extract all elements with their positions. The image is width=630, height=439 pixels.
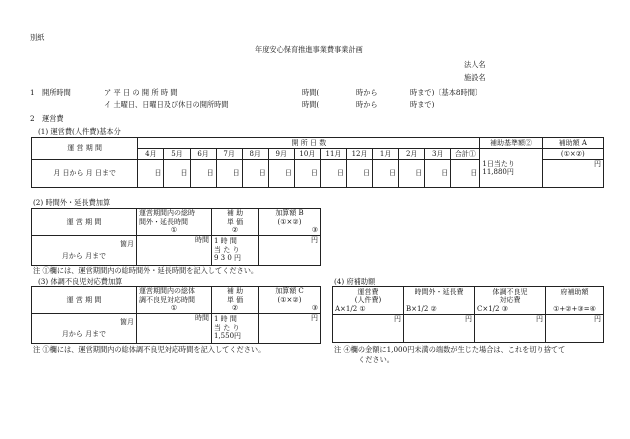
overtime-addition-table: [31, 208, 321, 266]
holiday-hours-to: 時まで): [410, 100, 435, 109]
t3-months-unit: 箇月: [120, 317, 134, 326]
t1-day-cell[interactable]: 日: [242, 160, 268, 188]
t1-month-header: 4月: [138, 149, 164, 160]
t2-col3-line1: 加算額 B: [275, 209, 304, 217]
t4-col3-header: [475, 287, 546, 315]
t1-month-header: 9月: [268, 149, 294, 160]
t4-h4-line1: 府補助額: [560, 287, 589, 296]
t4-h3-line2: 対応費: [499, 296, 521, 305]
t1-month-header: 5月: [164, 149, 190, 160]
t1-day-cell[interactable]: 日: [346, 160, 372, 188]
t3-col1-line1: 運営期間内の総体: [139, 287, 195, 295]
t4-h2-line1: 時間外・延長費: [414, 287, 464, 296]
t3-col3-line1: 加算額 C: [275, 287, 304, 295]
section1-label: 開所時間: [42, 88, 71, 97]
t1-day-cell[interactable]: 日: [216, 160, 242, 188]
t3-period-header: 運 営 期 間: [32, 287, 137, 314]
t3-col3-mark: ③: [311, 304, 318, 312]
t1-day-cell[interactable]: 日: [294, 160, 320, 188]
t4-h2-line3: B×1/2 ②: [406, 304, 437, 313]
t2-months-unit: 箇月: [120, 239, 134, 248]
t1-basis-value: [480, 149, 542, 188]
t4-value-3[interactable]: 円: [475, 315, 546, 343]
t2-price-line3: 9 3 0 円: [214, 254, 242, 263]
t2-hours-cell[interactable]: 時間: [137, 235, 212, 265]
t4-col4-header: [546, 287, 604, 315]
basic-operating-cost-table: [31, 137, 604, 188]
page-title: 年度安心保育推進事業費事業計画: [255, 45, 363, 54]
section2-label: 運営費: [42, 114, 64, 123]
corp-name-label: 法人名: [464, 60, 486, 69]
weekday-hours-time: 時間(: [302, 88, 320, 97]
t1-subsidy-formula: (①×②): [542, 149, 603, 160]
t2-period-header: 運 営 期 間: [32, 209, 137, 236]
t1-subsidy-header: 補助額 A: [542, 138, 603, 149]
prefecture-subsidy-table: [332, 286, 604, 343]
t1-basis-line2: 11,880円: [482, 168, 514, 176]
t2-col2-line1: 補 助: [226, 209, 244, 217]
t1-month-header: 1月: [373, 149, 399, 160]
t4-h1-line3: A×1/2 ①: [335, 304, 366, 313]
t1-month-header: 12月: [346, 149, 372, 160]
section1-number: 1: [30, 88, 35, 97]
t4-h4-line3: ①+②+③=④: [553, 304, 596, 313]
t1-days-header: 開 所 日 数: [138, 138, 480, 149]
t1-month-header: 7月: [216, 149, 242, 160]
holiday-hours-from: 時から: [356, 100, 378, 109]
t3-col1-mark: ①: [170, 304, 178, 312]
t3-hours-cell[interactable]: 時間: [137, 313, 212, 343]
note-1: 注 ①欄には、運営期間内の総時間外・延長時間を記入してください。: [33, 266, 259, 275]
t2-col1-header: [137, 209, 212, 236]
t4-h3-line3: C×1/2 ③: [477, 304, 508, 313]
table2-caption: (2) 時間外・延長費加算: [33, 198, 111, 207]
t1-basis-line1: 1日当たり: [482, 159, 515, 168]
t3-price-line1: 1 時 間: [214, 315, 237, 324]
t2-period-value: 月から 月まで: [61, 252, 107, 260]
t2-col1-line1: 運営期間内の総時: [139, 209, 195, 217]
facility-name-label: 施設名: [464, 73, 486, 82]
t2-unit-price: [212, 235, 259, 265]
t4-col2-header: [404, 287, 475, 315]
t1-month-header: 2月: [399, 149, 425, 160]
t3-col1-header: [137, 287, 212, 314]
t3-col1-line2: 調不良児対応時間: [139, 295, 195, 304]
section2-number: 2: [30, 114, 35, 123]
betsushi-label: 別紙: [30, 33, 45, 42]
t1-period-value[interactable]: 月 日から 月 日まで: [32, 160, 138, 188]
t3-price-line3: 1,550円: [214, 332, 242, 341]
t2-col3-header: [259, 209, 321, 236]
t4-h1-line1: 運営費: [357, 287, 379, 296]
t1-period-header: 運 営 期 間: [32, 138, 138, 160]
t3-unit-price: [212, 313, 259, 343]
weekday-hours-to: 時まで)〔基本8時間〕: [410, 88, 483, 97]
t1-day-cell[interactable]: 日: [425, 160, 451, 188]
t3-col2-line1: 補 助: [226, 287, 244, 295]
t1-day-cell[interactable]: 日: [268, 160, 294, 188]
t2-addition-value[interactable]: 円: [259, 235, 321, 265]
t1-month-header: 3月: [425, 149, 451, 160]
t1-month-header: 11月: [320, 149, 346, 160]
t3-period-cell[interactable]: [32, 313, 137, 343]
t4-h3-line1: 体調不良児: [492, 287, 528, 296]
t1-total-header: 合計①: [451, 149, 480, 160]
t4-col1-header: [333, 287, 404, 315]
t3-price-line2: 当 た り: [214, 323, 240, 332]
t1-day-cell[interactable]: 日: [190, 160, 216, 188]
note-3-line1: 注 ④欄の金額に1,000円未満の端数が生じた場合は、これを切り捨てて: [334, 345, 566, 354]
t1-day-cell[interactable]: 日: [138, 160, 164, 188]
table1-caption: (1) 運営費(人件費)基本分: [38, 127, 121, 136]
t1-basis-header: 補助基準額②: [480, 138, 542, 149]
t2-col2-header: [212, 209, 259, 236]
weekday-hours-from: 時から: [356, 88, 378, 97]
t2-period-cell[interactable]: [32, 235, 137, 265]
t3-col2-line2: 単 価: [226, 295, 244, 304]
t2-col2-line2: 単 価: [226, 217, 244, 226]
table3-caption: (3) 体調不良児対応費加算: [38, 277, 123, 286]
note-3-line2: ください。: [358, 355, 394, 364]
t1-month-header: 8月: [242, 149, 268, 160]
t3-col3-line2: (①×②): [277, 295, 302, 304]
holiday-hours-time: 時間(: [302, 100, 320, 109]
t3-col2-mark: ②: [231, 304, 239, 312]
t2-price-line1: 1 時 間: [214, 237, 237, 246]
sick-child-addition-table: [31, 286, 321, 344]
t1-total-cell[interactable]: 日: [451, 160, 480, 188]
t4-value-2[interactable]: 円: [404, 315, 475, 343]
t3-period-value: 月から 月まで: [61, 330, 107, 338]
t1-day-cell[interactable]: 日: [373, 160, 399, 188]
t1-day-cell[interactable]: 日: [164, 160, 190, 188]
t2-col2-mark: ②: [231, 226, 239, 234]
holiday-hours-label: イ 土曜日、日曜日及び休日の開所時間: [104, 100, 229, 109]
t1-month-header: 6月: [190, 149, 216, 160]
table4-caption: (4) 府補助額: [334, 277, 376, 286]
t3-col2-header: [212, 287, 259, 314]
t1-month-header: 10月: [294, 149, 320, 160]
t4-h1-line2: (人件費): [354, 296, 382, 305]
t1-day-cell[interactable]: 日: [320, 160, 346, 188]
t3-addition-value[interactable]: 円: [259, 313, 321, 343]
t2-col3-line2: (①×②): [277, 217, 302, 226]
note-2: 注 ①欄には、運営期間内の総体調不良児対応時間を記入してください。: [33, 345, 266, 354]
t2-price-line2: 当 た り: [214, 245, 240, 254]
t3-col3-header: [259, 287, 321, 314]
weekday-hours-label: ア 平 日 の 開 所 時 間: [104, 88, 178, 97]
t4-value-1[interactable]: 円: [333, 315, 404, 343]
t2-col1-line2: 間外・延長時間: [139, 217, 188, 226]
t2-col3-mark: ③: [311, 226, 318, 234]
t1-day-cell[interactable]: 日: [399, 160, 425, 188]
t2-col1-mark: ①: [170, 226, 178, 234]
t4-value-4[interactable]: 円: [546, 315, 604, 343]
t1-subsidy-value[interactable]: 円: [542, 160, 603, 188]
